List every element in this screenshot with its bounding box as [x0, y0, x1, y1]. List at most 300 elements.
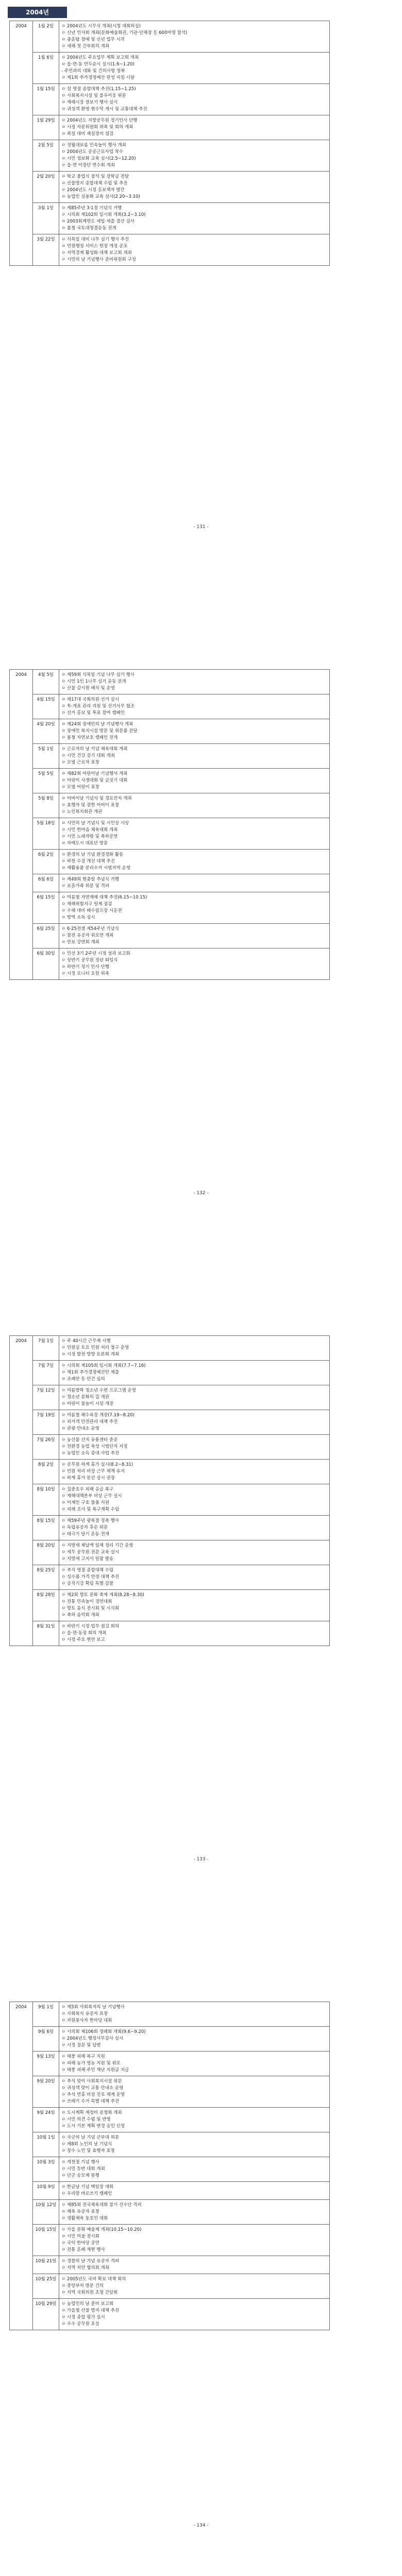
event-cell: [59, 1565, 330, 1590]
event-item: ㅇ 시민 한마음 체육대회 개최: [61, 827, 118, 833]
event-item: ㅇ 공무원 하계 휴가 실시(8.2~8.31): [61, 1462, 133, 1467]
event-item: ㅇ 봄철 국토대청결운동 전개: [61, 226, 116, 231]
event-item: ㅇ 향토 음식 전시회 및 시식회: [61, 1606, 120, 1611]
date-cell: 8월 15일: [33, 1516, 59, 1540]
event-cell: [59, 769, 330, 793]
event-item: ㅇ 축하 음악회 개최: [61, 1613, 99, 1618]
event-cell: [59, 2256, 330, 2274]
event-item: ㅇ 투·개표 관리 지원 및 선거사무 협조: [61, 704, 135, 709]
year-title: 2004년: [8, 7, 67, 18]
event-item: ㅇ 태극기 달기 운동 전개: [61, 1532, 109, 1537]
date-cell: 7월 1일: [33, 1336, 59, 1361]
event-item: ㅇ 민원실 토요 민원 처리 창구 운영: [61, 1345, 129, 1350]
event-item: ㅇ 시정 주요 현안 보고: [61, 1637, 105, 1642]
table-row: [10, 719, 330, 744]
event-item: ㅇ 사회복지 유공자 표창: [61, 2011, 108, 2016]
event-item: ㅇ 농산물 산지 유통센터 준공: [61, 1437, 118, 1443]
table-row: [10, 1435, 330, 1460]
date-cell: 6월 25일: [33, 924, 59, 948]
event-item: ㅇ 재활용품 분리수거 시범지역 운영: [61, 866, 130, 871]
event-item: ㅇ 하천 수질 개선 대책 추진: [61, 859, 115, 864]
page-number: - 133 -: [193, 1857, 209, 1862]
page-number: - 131 -: [193, 524, 209, 530]
event-item: ㅇ 민원행정 서비스 헌장 개정 공포: [61, 244, 128, 249]
date-cell: 9월 1일: [33, 2002, 59, 2027]
table-row: [10, 84, 330, 115]
event-item: ㅇ 2004년도 공공근로사업 착수: [61, 149, 124, 155]
event-cell: [59, 892, 330, 924]
event-item: ㅇ 관광 안내소 운영: [61, 1426, 99, 1431]
event-item: ㅇ 제24회 장애인의 날 기념행사 개최: [61, 722, 133, 727]
chronology-table: [9, 2002, 330, 2330]
event-item: ㅇ 제1회 추가경정예산 편성 지침 시달: [61, 75, 135, 80]
date-cell: 9월 13일: [33, 2052, 59, 2076]
table-row: [10, 172, 330, 203]
table-row: [10, 850, 330, 874]
event-item: ㅇ 폭설 대비 제설장비 점검: [61, 131, 114, 137]
event-item: ㅇ 성수품 가격 안정 대책 추진: [61, 1574, 120, 1580]
event-item: ㅇ 시의회 제106회 정례회 개회(9.6~9.20): [61, 2029, 146, 2035]
event-item: ㅇ 단군 숭모제 봉행: [61, 2173, 99, 2178]
date-cell: 10월 15일: [33, 2225, 59, 2256]
date-cell: 5월 18일: [33, 818, 59, 850]
event-item: ㅇ 신년 인사회 개최(문화예술회관, 기관·단체장 등 600여명 참석): [61, 30, 188, 36]
event-item: ㅇ 가을철 산불 방지 대책 추진: [61, 2308, 120, 2313]
event-item: ㅇ 장수 노인 및 효행자 표창: [61, 2148, 115, 2154]
event-cell: [59, 2182, 330, 2200]
event-cell: [59, 793, 330, 818]
table-row: [10, 21, 330, 53]
event-item: ㅇ 새해 첫 간부회의 개최: [61, 44, 109, 49]
table-row: [10, 115, 330, 140]
event-item: ㅇ 중앙부처 방문 건의: [61, 2283, 104, 2289]
table-row: [10, 2052, 330, 2076]
event-item: ㅇ 읍·면·동 연두순시 실시(1.6~1.20): [61, 62, 135, 67]
event-cell: [59, 115, 330, 140]
event-item: ㅇ 안보 강연회 개최: [61, 940, 99, 945]
event-item: ㅇ 장애인 복지시설 방문 및 위문품 전달: [61, 728, 138, 734]
event-item: ㅇ 독립유공자 후손 위문: [61, 1525, 108, 1530]
date-cell: 1월 2일: [33, 21, 59, 53]
event-item: ㅇ 제85주년 3·1절 기념식 거행: [61, 206, 122, 211]
event-item: ㅇ 읍·면·동장 회의 개최: [61, 1631, 107, 1636]
table-row: [10, 924, 330, 948]
date-cell: 2월 20일: [33, 172, 59, 203]
event-item: ㅇ 주 40시간 근무제 시행: [61, 1338, 111, 1344]
event-item: ㅇ 가을 문화 예술제 개최(10.15~10.20): [61, 2227, 142, 2232]
year-cell: 2004: [10, 2002, 33, 2330]
table-row: [10, 1410, 330, 1435]
table-row: [10, 1336, 330, 1361]
event-cell: [59, 1336, 330, 1361]
event-item: ㅇ 노인복지회관 개관: [61, 809, 103, 815]
date-cell: 8월 28일: [33, 1590, 59, 1621]
event-item: ㅇ 하반기 정기 인사 단행: [61, 964, 109, 970]
event-item: ㅇ 재해대책본부 비상 근무 실시: [61, 1494, 122, 1499]
date-cell: 8월 31일: [33, 1621, 59, 1646]
table-row: [10, 203, 330, 234]
event-item: ㅇ 시민 미술 전시회: [61, 2234, 99, 2239]
event-item: ㅇ 봄철 자연보호 캠페인 전개: [61, 735, 118, 740]
page-3: [0, 1332, 402, 1998]
event-cell: [59, 1621, 330, 1646]
event-cell: [59, 850, 330, 874]
event-item: ㅇ 설 명절 종합대책 추진(1.15~1.25): [61, 87, 136, 92]
event-cell: [59, 1516, 330, 1540]
event-item: ㅇ 공직기강 확립 특별 감찰: [61, 1581, 114, 1586]
event-item: ㅇ 여름방학 청소년 수련 프로그램 운영: [61, 1388, 136, 1393]
date-cell: 1월 29일: [33, 115, 59, 140]
chronology-body: [10, 2002, 330, 2330]
date-cell: 8월 25일: [33, 1565, 59, 1590]
event-item: ㅇ 도시 기본 계획 변경 승인 신청: [61, 2124, 125, 2129]
event-cell: [59, 1590, 330, 1621]
table-row: [10, 2157, 330, 2182]
event-cell: [59, 84, 330, 115]
event-item: ㅇ 시정 모니터 요원 위촉: [61, 971, 109, 976]
table-row: [10, 2002, 330, 2027]
event-item: ㅇ 체육 유공자 표창: [61, 2209, 99, 2214]
event-item: ㅇ 여름철 해수욕장 개장(7.19~8.20): [61, 1413, 135, 1418]
event-item: ㅇ 어버이날 기념식 및 경로잔치 개최: [61, 796, 132, 801]
event-item: ㅇ 쓰레기 수거 특별 대책 추진: [61, 2099, 120, 2104]
event-item: ㅇ 정월대보름 민속놀이 행사 개최: [61, 143, 126, 148]
event-cell: [59, 874, 330, 892]
event-cell: [59, 2052, 330, 2076]
event-item: ㅇ 한글날 기념 백일장 대회: [61, 2184, 114, 2190]
date-cell: 8월 10일: [33, 1484, 59, 1516]
event-item: ㅇ 시민 정보화 교육 실시(2.5~12.20): [61, 156, 136, 161]
chronology-body: [10, 670, 330, 980]
year-cell: 2004: [10, 670, 33, 980]
date-cell: 2월 5일: [33, 140, 59, 172]
event-cell: [59, 2076, 330, 2108]
event-item: ㅇ 개천절 기념 행사: [61, 2160, 99, 2165]
event-item: ㅇ 제59회 식목일 기념 나무 심기 행사: [61, 672, 135, 677]
table-row: [10, 1516, 330, 1540]
chronology-table: [9, 669, 330, 980]
event-item: ㅇ 도시계획 재정비 공청회 개최: [61, 2110, 122, 2115]
event-item: ㅇ 충혼탑 참배 및 신년 업무 시작: [61, 37, 125, 42]
table-row: [10, 1361, 330, 1385]
page-number: - 132 -: [193, 1191, 209, 1196]
event-item: ㅇ 전통 민속놀이 경연대회: [61, 1599, 112, 1604]
date-cell: 1월 6일: [33, 53, 59, 84]
date-cell: 9월 24일: [33, 2108, 59, 2132]
event-cell: [59, 2274, 330, 2299]
event-item: ㅇ 지역 치안 협의회 개최: [61, 2265, 109, 2270]
event-cell: [59, 2299, 330, 2330]
event-cell: [59, 1460, 330, 1484]
date-cell: 7월 19일: [33, 1410, 59, 1435]
table-row: [10, 140, 330, 172]
date-cell: 4월 20일: [33, 719, 59, 744]
event-item: ㅇ 시민 건강 걷기 대회 개최: [61, 753, 115, 758]
event-item: ㅇ 농업인 실용화 교육 실시(2.20~3.10): [61, 194, 140, 199]
date-cell: 10월 12일: [33, 2200, 59, 2225]
event-item: ㅇ 귀성객 환영 현수막 게시 및 교통대책 추진: [61, 107, 147, 112]
event-item: ㅇ 전통 혼례 재현 행사: [61, 2247, 105, 2252]
table-row: [10, 2274, 330, 2299]
event-cell: [59, 694, 330, 719]
event-item: ㅇ 이재민 구호 물품 지원: [61, 1500, 109, 1505]
event-item: ㅇ 식목일 대비 나무 심기 행사 추진: [61, 237, 129, 242]
table-row: [10, 892, 330, 924]
table-row: [10, 1565, 330, 1590]
event-item: ㅇ 제17대 국회의원 선거 실시: [61, 697, 119, 702]
event-item: ㅇ 피서객 안전관리 대책 추진: [61, 1419, 118, 1425]
event-item: ㅇ 우수 공무원 포상: [61, 2321, 99, 2327]
year-cell: 2004: [10, 1336, 33, 1646]
event-item: ㅇ 참전 유공자 위로연 개최: [61, 933, 114, 938]
event-item: ㅇ 제2회 향토 문화 축제 개최(8.28~8.30): [61, 1592, 144, 1598]
table-row: [10, 1621, 330, 1646]
event-cell: [59, 924, 330, 948]
date-cell: 6월 6일: [33, 874, 59, 892]
table-row: [10, 793, 330, 818]
event-item: ㅇ 자원봉사자 한마당 대회: [61, 2018, 112, 2023]
event-item: ㅇ 제82회 어린이날 기념행사 개최: [61, 771, 128, 776]
event-item: ㅇ 추석 연휴 비상 진료 체계 운영: [61, 2092, 125, 2097]
table-row: [10, 234, 330, 266]
event-item: ㅇ 2004년도 주요업무 계획 보고회 개최: [61, 55, 139, 60]
year-cell: 2004: [10, 21, 33, 266]
event-item: ㅇ 선거 홍보 및 투표 참여 캠페인: [61, 710, 125, 716]
date-cell: 10월 21일: [33, 2256, 59, 2274]
date-cell: 7월 26일: [33, 1435, 59, 1460]
table-row: [10, 694, 330, 719]
event-item: ㅇ 지방세 고지서 일괄 발송: [61, 1556, 114, 1562]
event-item: ㅇ 세무 공무원 전문 교육 실시: [61, 1550, 120, 1555]
table-row: [10, 744, 330, 769]
event-item: ㅇ 시민의 날 기념식 및 시민상 시상: [61, 821, 129, 826]
event-item: ㅇ 방역 소독 실시: [61, 915, 95, 920]
event-item: ㅇ 시의회 제105회 임시회 개회(7.7~7.16): [61, 1363, 146, 1368]
event-item: ㅇ 학교 졸업식 참석 및 장학금 전달: [61, 174, 129, 179]
table-row: [10, 670, 330, 694]
event-item: ㅇ 2004년도 행정사무감사 실시: [61, 2036, 124, 2041]
event-item: ㅇ 농업인 소득 증대 사업 추진: [61, 1451, 120, 1456]
event-cell: [59, 172, 330, 203]
event-item: ㅇ 2004년도 시무식 개최(시청 대회의실): [61, 24, 141, 29]
event-item: ㅇ 시민 의견 수렴 및 반영: [61, 2117, 111, 2122]
event-cell: [59, 1435, 330, 1460]
date-cell: 6월 30일: [33, 948, 59, 980]
event-item: ㅇ 재래시장 장보기 행사 실시: [61, 100, 118, 105]
date-cell: 10월 9일: [33, 2182, 59, 2200]
table-row: [10, 1540, 330, 1565]
event-item: ㅇ 제5회 사회복지의 날 기념행사: [61, 2005, 125, 2010]
event-cell: [59, 1410, 330, 1435]
event-cell: [59, 1385, 330, 1410]
event-item: ㅇ 시민의 날 기념행사 준비위원회 구성: [61, 257, 136, 262]
page-1: [0, 0, 402, 666]
table-row: [10, 2076, 330, 2108]
event-item: ㅇ 6·25전쟁 제54주년 기념식: [61, 926, 119, 931]
event-cell: [59, 744, 330, 769]
chronology-body: [10, 1336, 330, 1646]
event-item: ㅇ 재해위험지구 일제 점검: [61, 902, 112, 907]
table-row: [10, 2108, 330, 2132]
event-item: ㅇ 청소년 문화의 집 개관: [61, 1395, 109, 1400]
date-cell: 9월 20일: [33, 2076, 59, 2108]
event-item: ㅇ 모범 어린이 표창: [61, 785, 99, 790]
event-item: ㅇ 지역 국회의원 초청 간담회: [61, 2290, 118, 2295]
event-item: ㅇ 제8회 노인의 날 기념식: [61, 2142, 112, 2147]
table-row: [10, 2132, 330, 2157]
event-cell: [59, 53, 330, 84]
event-cell: [59, 2002, 330, 2027]
event-item: ㅇ 어린이 사생대회 및 글짓기 대회: [61, 778, 128, 783]
event-item: ㅇ 2004년도 지방공무원 정기인사 단행: [61, 118, 138, 123]
chronology-body: [10, 21, 330, 266]
event-cell: [59, 2200, 330, 2225]
table-row: [10, 1590, 330, 1621]
table-row: [10, 818, 330, 850]
event-item: ㅇ 상반기 공무원 정년 퇴임식: [61, 958, 118, 963]
date-cell: 10월 25일: [33, 2274, 59, 2299]
event-cell: [59, 234, 330, 266]
event-item: ㅇ 피해 농가 영농 지원 및 위로: [61, 2061, 121, 2066]
event-item: ㅇ 지방세 체납액 일제 정리 기간 운영: [61, 1543, 133, 1548]
event-item: ㅇ 2005년도 국비 확보 대책 회의: [61, 2277, 126, 2282]
event-cell: [59, 719, 330, 744]
date-cell: 5월 5일: [33, 769, 59, 793]
table-row: [10, 2200, 330, 2225]
event-item: ㅇ 자매도시 대표단 방문: [61, 841, 108, 846]
event-item: ㅇ 태풍 피해 복구 지원: [61, 2054, 105, 2059]
date-cell: 1월 15일: [33, 84, 59, 115]
date-cell: 8월 20일: [33, 1540, 59, 1565]
table-row: [10, 2256, 330, 2274]
event-item: ㅇ 여름철 자연재해 대책 추진(6.15~10.15): [61, 895, 147, 900]
table-row: [10, 2182, 330, 2200]
date-cell: 10월 1일: [33, 2132, 59, 2157]
date-cell: 3월 22일: [33, 234, 59, 266]
date-cell: 7월 12일: [33, 1385, 59, 1410]
event-item: ㅇ 국악 한마당 공연: [61, 2241, 99, 2246]
event-item: ㅇ 집중호우 피해 응급 복구: [61, 1487, 114, 1492]
event-item: ㅇ 생활체육 동호인 대회: [61, 2216, 108, 2221]
table-row: [10, 948, 330, 980]
event-item: ㅇ 제85회 전국체육대회 참가 선수단 격려: [61, 2202, 142, 2208]
event-cell: [59, 2027, 330, 2052]
event-item: ㅇ 보훈가족 위문 및 격려: [61, 884, 109, 889]
table-row: [10, 1460, 330, 1484]
table-row: [10, 874, 330, 892]
event-item: ㅇ 태풍 피해 주민 재난 지원금 지급: [61, 2067, 129, 2073]
event-item: ㅇ 시민 1인 1나무 심기 운동 전개: [61, 679, 126, 684]
page-4: [0, 1998, 402, 2576]
event-item: ㅇ 귀성객 맞이 교통 안내소 운영: [61, 2086, 124, 2091]
event-item: ㅇ 시정 질문 및 답변: [61, 2043, 101, 2048]
event-item: ㅇ 읍·면 이장단 연수회 개최: [61, 163, 115, 168]
date-cell: 5월 1일: [33, 744, 59, 769]
event-item: ㅇ 시의회 제102회 임시회 개회(3.2~3.10): [61, 212, 146, 217]
date-cell: 8월 2일: [33, 1460, 59, 1484]
date-cell: 4월 5일: [33, 670, 59, 694]
event-item: ㅇ 시정 자문위원회 위촉 및 회의 개최: [61, 125, 133, 130]
event-cell: [59, 21, 330, 53]
event-item: ㅇ 제1회 추가경정예산안 제출: [61, 1370, 120, 1375]
table-row: [10, 1385, 330, 1410]
event-item: ㅇ 하계 휴가 분산 실시 권장: [61, 1476, 115, 1481]
event-item: ㅇ 민선 3기 2주년 시정 성과 보고회: [61, 951, 130, 956]
chronology-table: [9, 1335, 330, 1646]
event-item: ㅇ 우리말 바로쓰기 캠페인: [61, 2191, 112, 2196]
event-item: ㅇ 조례안 등 안건 심의: [61, 1377, 105, 1382]
event-cell: [59, 2157, 330, 2182]
event-item: ㅇ 하반기 시정 업무 점검 회의: [61, 1624, 120, 1629]
date-cell: 6월 2일: [33, 850, 59, 874]
page-number: - 134 -: [193, 2523, 209, 2528]
table-row: [10, 1484, 330, 1516]
event-item: ㅇ 추석 맞이 사회복지시설 위문: [61, 2079, 122, 2084]
event-item: ㅇ 2004년도 시정 홍보책자 발간: [61, 188, 125, 193]
event-item: ㅇ 시민 등반 대회 개최: [61, 2166, 105, 2172]
event-item: ㅇ 제49회 현충일 추념식 거행: [61, 877, 119, 882]
table-row: [10, 2299, 330, 2330]
date-cell: 7월 7일: [33, 1361, 59, 1385]
event-item: ㅇ 모범 근로자 표창: [61, 760, 99, 765]
event-cell: [59, 140, 330, 172]
date-cell: 9월 6일: [33, 2027, 59, 2052]
date-cell: 5월 8일: [33, 793, 59, 818]
event-item: ㅇ 근로자의 날 기념 체육대회 개최: [61, 747, 128, 752]
table-row: [10, 53, 330, 84]
event-item: ㅇ 피해 조사 및 복구계획 수립: [61, 1507, 120, 1512]
event-item: ㅇ 사회복지시설 및 불우이웃 위문: [61, 93, 126, 98]
event-item: ㅇ 제59주년 광복절 경축 행사: [61, 1518, 119, 1523]
event-item: ㅇ 수해 대비 배수펌프장 시운전: [61, 908, 122, 913]
event-item: ㅇ 경찰의 날 기념 유공자 격려: [61, 2259, 120, 2264]
date-cell: 6월 15일: [33, 892, 59, 924]
event-item: ㅇ 산불 감시원 배치 및 운영: [61, 686, 115, 691]
event-item: ㅇ 친환경 농업 육성 시범단지 지정: [61, 1444, 128, 1449]
event-cell: [59, 2132, 330, 2157]
event-item: ㅇ 민원 처리 비상 근무 체계 유지: [61, 1469, 125, 1474]
event-item: ㅇ 시정 종합 평가 실시: [61, 2315, 105, 2320]
event-cell: [59, 948, 330, 980]
event-item: ㅇ 시민 노래자랑 및 축하공연: [61, 834, 118, 839]
event-cell: [59, 1540, 330, 1565]
chronology-table: [9, 21, 330, 266]
event-item: ㅇ 국군의 날 기념 군부대 위문: [61, 2135, 120, 2140]
event-item: ㅇ 추석 명절 종합대책 수립: [61, 1568, 114, 1573]
event-item: ㅇ 시정 발전 방향 토론회 개최: [61, 1352, 120, 1357]
event-cell: [59, 2108, 330, 2132]
event-cell: [59, 670, 330, 694]
event-cell: [59, 818, 330, 850]
page-2: [0, 666, 402, 1332]
table-row: [10, 769, 330, 793]
date-cell: 10월 29일: [33, 2299, 59, 2330]
event-item: ㅇ 어린이 물놀이 시설 개장: [61, 1401, 114, 1406]
event-item: ㅇ 효행자 및 장한 어버이 표창: [61, 803, 120, 808]
event-cell: [59, 203, 330, 234]
date-cell: 3월 1일: [33, 203, 59, 234]
table-row: [10, 2225, 330, 2256]
event-item: ㅇ 지역경제 활성화 대책 보고회 개최: [61, 250, 132, 256]
event-cell: [59, 1361, 330, 1385]
event-item: ㅇ 산불방지 종합대책 수립 및 추진: [61, 181, 128, 186]
date-cell: 4월 15일: [33, 694, 59, 719]
event-cell: [59, 1484, 330, 1516]
date-cell: 10월 3일: [33, 2157, 59, 2182]
event-item: ㅇ 농업인의 날 준비 보고회: [61, 2301, 114, 2307]
event-item: ㅇ 환경의 날 기념 환경정화 활동: [61, 852, 124, 857]
table-row: [10, 2027, 330, 2052]
